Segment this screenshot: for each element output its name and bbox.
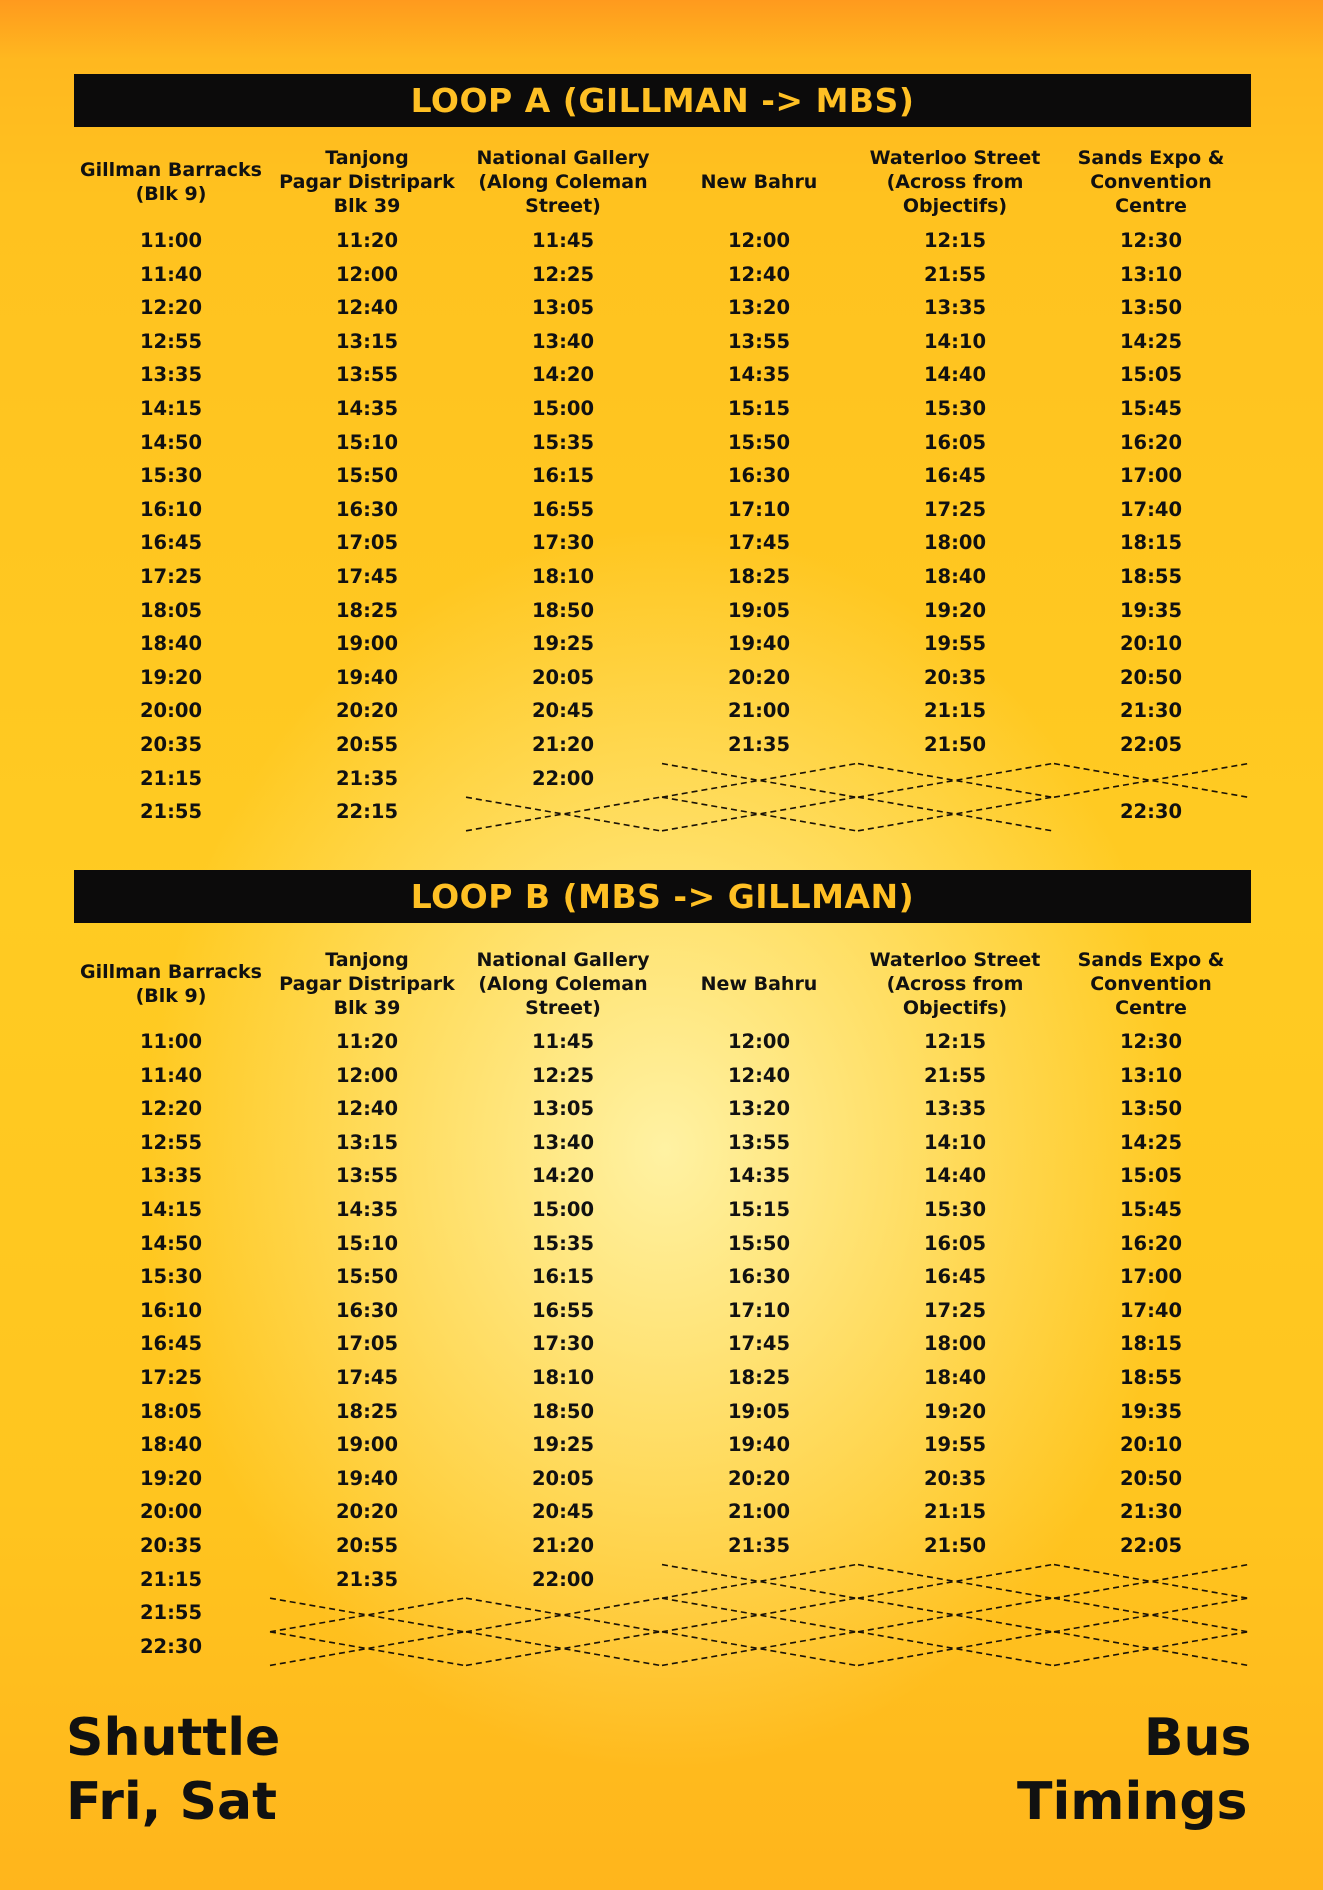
departure-time: 20:55	[335, 733, 399, 756]
departure-time: 16:15	[531, 1265, 595, 1289]
hatch-line	[858, 1598, 1052, 1632]
column-header	[269, 146, 465, 218]
departure-time: 14:35	[335, 1198, 399, 1221]
hatch-line	[858, 764, 1052, 798]
hatch-line	[270, 1598, 464, 1632]
departure-time: 16:55	[531, 1298, 595, 1322]
column-header	[73, 146, 269, 218]
departure-time: 13:15	[335, 1130, 399, 1154]
departure-time: 11:45	[531, 229, 595, 252]
departure-time: 13:35	[139, 363, 203, 387]
column-header	[857, 146, 1053, 218]
column-header-line: New Bahru	[700, 973, 818, 995]
column-header-line: (Across from	[886, 171, 1024, 193]
departure-time: 20:20	[335, 1500, 399, 1524]
departure-time: 13:05	[531, 296, 595, 320]
departure-time: 18:10	[531, 565, 595, 588]
departure-time: 16:30	[727, 464, 791, 488]
departure-time: 17:00	[1119, 464, 1183, 488]
departure-time: 16:20	[1119, 430, 1183, 454]
column-header-line: Street)	[525, 997, 601, 1019]
departure-time: 19:35	[1119, 1399, 1183, 1423]
hatch-line	[858, 1598, 1052, 1632]
departure-time: 17:30	[531, 531, 595, 555]
departure-time: 19:05	[727, 598, 791, 622]
departure-time: 15:35	[531, 1231, 595, 1255]
departure-time: 18:40	[923, 565, 987, 588]
departure-time: 12:30	[1119, 229, 1183, 252]
loop-b-title: LOOP B (MBS -> GILLMAN)	[74, 870, 1251, 923]
departure-time: 12:40	[727, 262, 791, 286]
footer-shuttle-text: Shuttle	[66, 1708, 281, 1768]
departure-time: 16:20	[1119, 1231, 1183, 1255]
departure-time: 14:35	[727, 363, 791, 387]
column-header-line: Centre	[1115, 195, 1187, 217]
departure-time: 13:35	[923, 1097, 987, 1121]
column-header-line: (Blk 9)	[135, 985, 207, 1007]
hatch-line	[662, 1598, 856, 1632]
departure-time: 17:40	[1119, 1298, 1183, 1322]
departure-time: 14:25	[1119, 1130, 1183, 1154]
departure-time: 18:25	[335, 1399, 399, 1423]
departure-time: 20:05	[531, 1466, 595, 1490]
departure-time: 13:05	[531, 1097, 595, 1121]
departure-time: 21:15	[139, 1567, 203, 1591]
departure-time: 18:25	[335, 598, 399, 622]
departure-time: 17:45	[335, 1366, 399, 1389]
departure-time: 21:35	[727, 733, 791, 756]
departure-time: 12:40	[335, 1097, 399, 1121]
column-header-line: Gillman Barracks	[80, 159, 262, 181]
departure-time: 20:20	[335, 699, 399, 723]
departure-time: 11:45	[531, 1030, 595, 1053]
footer-bus-text: Bus	[1143, 1708, 1252, 1768]
departure-time: 18:00	[923, 531, 987, 555]
column-header-line: National Gallery	[476, 949, 650, 971]
hatch-line	[1054, 764, 1248, 798]
column-header	[661, 146, 857, 218]
departure-time: 11:00	[139, 1030, 203, 1053]
column-header	[73, 948, 269, 1020]
departure-time: 15:30	[923, 1198, 987, 1221]
departure-time: 20:35	[923, 665, 987, 689]
departure-time: 14:40	[923, 1164, 987, 1188]
departure-time: 19:00	[335, 1433, 399, 1457]
column-header-line: Centre	[1115, 997, 1187, 1019]
departure-time: 21:30	[1119, 1500, 1183, 1524]
footer-right-title	[1017, 1706, 1252, 1834]
column-header-line: Pagar Distripark	[279, 171, 455, 193]
footer-days-text: Fri, Sat	[66, 1772, 277, 1832]
departure-time: 14:20	[531, 363, 595, 387]
departure-time: 21:00	[727, 1500, 791, 1524]
column-header-line: (Along Coleman	[478, 171, 648, 193]
hatch-line	[1054, 764, 1248, 798]
departure-time: 19:25	[531, 1433, 595, 1457]
column-header-line: Waterloo Street	[869, 949, 1041, 971]
column-header-line: Waterloo Street	[869, 147, 1041, 169]
departure-time: 20:35	[139, 1534, 203, 1557]
hatch-line	[858, 797, 1052, 831]
hatch-line	[466, 1598, 660, 1632]
departure-time: 11:40	[139, 1063, 203, 1087]
departure-time: 17:25	[923, 1298, 987, 1322]
departure-time: 11:20	[335, 229, 399, 252]
departure-time: 15:00	[531, 1198, 595, 1221]
departure-time: 15:10	[335, 430, 399, 454]
departure-time: 16:30	[335, 497, 399, 521]
column-header	[269, 948, 465, 1020]
departure-time: 15:00	[531, 397, 595, 420]
column-header	[1053, 948, 1249, 1020]
departure-time: 22:05	[1119, 1534, 1183, 1557]
departure-time: 17:10	[727, 1298, 791, 1322]
departure-time: 13:35	[923, 296, 987, 320]
departure-time: 19:20	[923, 1399, 987, 1423]
column-header-line: New Bahru	[700, 171, 818, 193]
hatch-line	[858, 1632, 1052, 1666]
departure-time: 12:00	[727, 1030, 791, 1053]
departure-time: 20:20	[727, 1466, 791, 1490]
departure-time: 21:15	[139, 766, 203, 790]
departure-time: 20:10	[1119, 1433, 1183, 1457]
departure-time: 19:20	[139, 1466, 203, 1490]
departure-time: 19:20	[139, 665, 203, 689]
departure-time: 17:45	[335, 565, 399, 588]
column-header-line: Blk 39	[333, 195, 401, 217]
departure-time: 19:40	[727, 632, 791, 656]
departure-time: 18:00	[923, 1332, 987, 1356]
column-header-line: Blk 39	[333, 997, 401, 1019]
hatch-line	[662, 764, 856, 798]
departure-time: 16:55	[531, 497, 595, 521]
hatch-line	[1054, 1565, 1248, 1599]
departure-time: 22:30	[139, 1634, 203, 1658]
footer-left-title	[66, 1706, 280, 1834]
departure-time: 12:20	[139, 1097, 203, 1121]
column-header-line: Gillman Barracks	[80, 961, 262, 983]
departure-time: 15:15	[727, 397, 791, 420]
departure-time: 16:30	[335, 1298, 399, 1322]
departure-time: 16:45	[139, 1332, 203, 1356]
departure-time: 20:10	[1119, 632, 1183, 656]
column-header-line: Convention	[1090, 171, 1212, 193]
departure-time: 21:30	[1119, 699, 1183, 723]
departure-time: 18:15	[1119, 1332, 1183, 1356]
departure-time: 13:55	[727, 329, 791, 353]
departure-time: 13:10	[1119, 262, 1183, 286]
column-header	[661, 948, 857, 1020]
departure-time: 15:50	[727, 1231, 791, 1255]
departure-time: 16:45	[923, 1265, 987, 1289]
departure-time: 14:35	[727, 1164, 791, 1188]
departure-time: 16:05	[923, 430, 987, 454]
departure-time: 20:35	[923, 1466, 987, 1490]
column-header	[465, 948, 661, 1020]
departure-time: 14:20	[531, 1164, 595, 1188]
column-header-line: Convention	[1090, 973, 1212, 995]
departure-time: 18:40	[139, 1433, 203, 1457]
departure-time: 12:00	[727, 229, 791, 252]
departure-time: 13:20	[727, 296, 791, 320]
hatch-line	[662, 1565, 856, 1599]
hatch-line	[858, 1632, 1052, 1666]
departure-time: 19:40	[727, 1433, 791, 1457]
departure-time: 17:10	[727, 497, 791, 521]
departure-time: 15:45	[1119, 1198, 1183, 1221]
hatch-line	[270, 1598, 464, 1632]
departure-time: 21:15	[923, 699, 987, 723]
departure-time: 20:20	[727, 665, 791, 689]
departure-time: 20:50	[1119, 665, 1183, 689]
departure-time: 19:40	[335, 1466, 399, 1490]
column-header-line: (Along Coleman	[478, 973, 648, 995]
departure-time: 19:40	[335, 665, 399, 689]
column-header-line: Tanjong	[325, 147, 409, 169]
departure-time: 13:40	[531, 1130, 595, 1154]
departure-time: 15:30	[923, 397, 987, 420]
departure-time: 17:30	[531, 1332, 595, 1356]
departure-time: 13:50	[1119, 296, 1183, 320]
column-header-line: (Blk 9)	[135, 183, 207, 205]
departure-time: 12:20	[139, 296, 203, 320]
departure-time: 14:50	[139, 430, 203, 454]
departure-time: 20:50	[1119, 1466, 1183, 1490]
departure-time: 15:50	[335, 1265, 399, 1289]
departure-time: 12:40	[335, 296, 399, 320]
departure-time: 20:05	[531, 665, 595, 689]
departure-time: 14:10	[923, 1130, 987, 1154]
hatch-line	[858, 1565, 1052, 1599]
departure-time: 14:25	[1119, 329, 1183, 353]
departure-time: 22:00	[531, 766, 595, 790]
hatch-line	[1054, 1598, 1248, 1632]
departure-time: 19:05	[727, 1399, 791, 1423]
column-header-line: Sands Expo &	[1077, 147, 1225, 169]
departure-time: 17:25	[139, 1366, 203, 1389]
departure-time: 21:50	[923, 1534, 987, 1557]
departure-time: 22:30	[1119, 800, 1183, 824]
hatch-line	[662, 1565, 856, 1599]
departure-time: 14:50	[139, 1231, 203, 1255]
hatch-line	[1054, 1632, 1248, 1666]
departure-time: 17:40	[1119, 497, 1183, 521]
departure-time: 15:15	[727, 1198, 791, 1221]
departure-time: 18:50	[531, 598, 595, 622]
hatch-line	[858, 764, 1052, 798]
hatch-line	[1054, 1598, 1248, 1632]
departure-time: 21:00	[727, 699, 791, 723]
departure-time: 13:55	[335, 363, 399, 387]
departure-time: 14:35	[335, 397, 399, 420]
departure-time: 15:30	[139, 464, 203, 488]
departure-time: 17:05	[335, 531, 399, 555]
departure-time: 16:15	[531, 464, 595, 488]
departure-time: 13:35	[139, 1164, 203, 1188]
departure-time: 18:10	[531, 1366, 595, 1389]
hatch-line	[662, 1598, 856, 1632]
departure-time: 18:15	[1119, 531, 1183, 555]
column-header-line: (Across from	[886, 973, 1024, 995]
departure-time: 12:15	[923, 1030, 987, 1053]
departure-time: 13:20	[727, 1097, 791, 1121]
hatch-line	[662, 797, 856, 831]
departure-time: 21:55	[923, 262, 987, 286]
departure-time: 13:15	[335, 329, 399, 353]
departure-time: 18:55	[1119, 1366, 1183, 1389]
departure-time: 12:25	[531, 1063, 595, 1087]
departure-time: 12:15	[923, 229, 987, 252]
departure-time: 16:10	[139, 1298, 203, 1322]
hatch-line	[466, 1632, 660, 1666]
departure-time: 12:55	[139, 329, 203, 353]
hatch-line	[662, 797, 856, 831]
departure-time: 17:45	[727, 531, 791, 555]
hatch-line	[662, 1632, 856, 1666]
hatch-line	[466, 1598, 660, 1632]
departure-time: 12:40	[727, 1063, 791, 1087]
departure-time: 21:50	[923, 733, 987, 756]
column-header-line: Street)	[525, 195, 601, 217]
hatch-line	[662, 1632, 856, 1666]
departure-time: 20:00	[139, 699, 203, 723]
departure-time: 21:35	[335, 1567, 399, 1591]
departure-time: 14:40	[923, 363, 987, 387]
departure-time: 15:50	[335, 464, 399, 488]
departure-time: 22:15	[335, 800, 399, 824]
departure-time: 19:55	[923, 1433, 987, 1457]
departure-time: 16:05	[923, 1231, 987, 1255]
departure-time: 14:15	[139, 397, 203, 420]
departure-time: 19:20	[923, 598, 987, 622]
departure-time: 20:00	[139, 1500, 203, 1524]
departure-time: 11:00	[139, 229, 203, 252]
departure-time: 21:35	[335, 766, 399, 790]
departure-time: 18:40	[139, 632, 203, 656]
departure-time: 19:35	[1119, 598, 1183, 622]
hatch-line	[662, 764, 856, 798]
departure-time: 21:55	[923, 1063, 987, 1087]
column-header-line: Objectifs)	[902, 997, 1008, 1019]
departure-time: 20:55	[335, 1534, 399, 1557]
departure-time: 21:55	[139, 800, 203, 824]
departure-time: 12:25	[531, 262, 595, 286]
column-header-line: Tanjong	[325, 949, 409, 971]
hatch-line	[270, 1632, 464, 1666]
departure-time: 21:35	[727, 1534, 791, 1557]
departure-time: 17:45	[727, 1332, 791, 1356]
departure-time: 15:35	[531, 430, 595, 454]
column-header-line: Sands Expo &	[1077, 949, 1225, 971]
column-header	[857, 948, 1053, 1020]
hatch-line	[858, 797, 1052, 831]
departure-time: 16:30	[727, 1265, 791, 1289]
departure-time: 18:50	[531, 1399, 595, 1423]
departure-time: 13:55	[727, 1130, 791, 1154]
column-header-line: National Gallery	[476, 147, 650, 169]
departure-time: 18:55	[1119, 565, 1183, 588]
column-header	[465, 146, 661, 218]
departure-time: 16:10	[139, 497, 203, 521]
departure-time: 21:20	[531, 1534, 595, 1557]
departure-time: 17:05	[335, 1332, 399, 1356]
departure-time: 14:10	[923, 329, 987, 353]
hatch-line	[858, 1565, 1052, 1599]
departure-time: 15:30	[139, 1265, 203, 1289]
departure-time: 18:40	[923, 1366, 987, 1389]
hatch-line	[466, 1632, 660, 1666]
departure-time: 13:50	[1119, 1097, 1183, 1121]
departure-time: 22:05	[1119, 733, 1183, 756]
hatch-line	[270, 1632, 464, 1666]
departure-time: 20:45	[531, 699, 595, 723]
departure-time: 13:40	[531, 329, 595, 353]
departure-time: 20:35	[139, 733, 203, 756]
departure-time: 12:55	[139, 1130, 203, 1154]
departure-time: 18:05	[139, 598, 203, 622]
departure-time: 22:00	[531, 1567, 595, 1591]
departure-time: 17:25	[139, 565, 203, 588]
column-header-line: Objectifs)	[902, 195, 1008, 217]
departure-time: 11:20	[335, 1030, 399, 1053]
hatch-line	[466, 797, 660, 831]
departure-time: 13:10	[1119, 1063, 1183, 1087]
footer-timings-text: Timings	[1017, 1772, 1248, 1832]
departure-time: 14:15	[139, 1198, 203, 1221]
departure-time: 15:50	[727, 430, 791, 454]
departure-time: 11:40	[139, 262, 203, 286]
departure-time: 19:25	[531, 632, 595, 656]
column-header	[1053, 146, 1249, 218]
departure-time: 21:15	[923, 1500, 987, 1524]
departure-time: 19:00	[335, 632, 399, 656]
loop-a-title: LOOP A (GILLMAN -> MBS)	[74, 74, 1251, 127]
departure-time: 18:25	[727, 565, 791, 588]
departure-time: 20:45	[531, 1500, 595, 1524]
departure-time: 17:00	[1119, 1265, 1183, 1289]
departure-time: 21:55	[139, 1601, 203, 1625]
departure-time: 21:20	[531, 733, 595, 756]
departure-time: 19:55	[923, 632, 987, 656]
departure-time: 15:05	[1119, 1164, 1183, 1188]
departure-time: 17:25	[923, 497, 987, 521]
column-header-line: Pagar Distripark	[279, 973, 455, 995]
departure-time: 15:45	[1119, 397, 1183, 420]
departure-time: 12:30	[1119, 1030, 1183, 1053]
hatch-line	[466, 797, 660, 831]
hatch-line	[1054, 1565, 1248, 1599]
departure-time: 15:10	[335, 1231, 399, 1255]
departure-time: 18:25	[727, 1366, 791, 1389]
departure-time: 12:00	[335, 262, 399, 286]
departure-time: 12:00	[335, 1063, 399, 1087]
departure-time: 16:45	[923, 464, 987, 488]
departure-time: 18:05	[139, 1399, 203, 1423]
departure-time: 13:55	[335, 1164, 399, 1188]
hatch-line	[1054, 1632, 1248, 1666]
departure-time: 16:45	[139, 531, 203, 555]
departure-time: 15:05	[1119, 363, 1183, 387]
